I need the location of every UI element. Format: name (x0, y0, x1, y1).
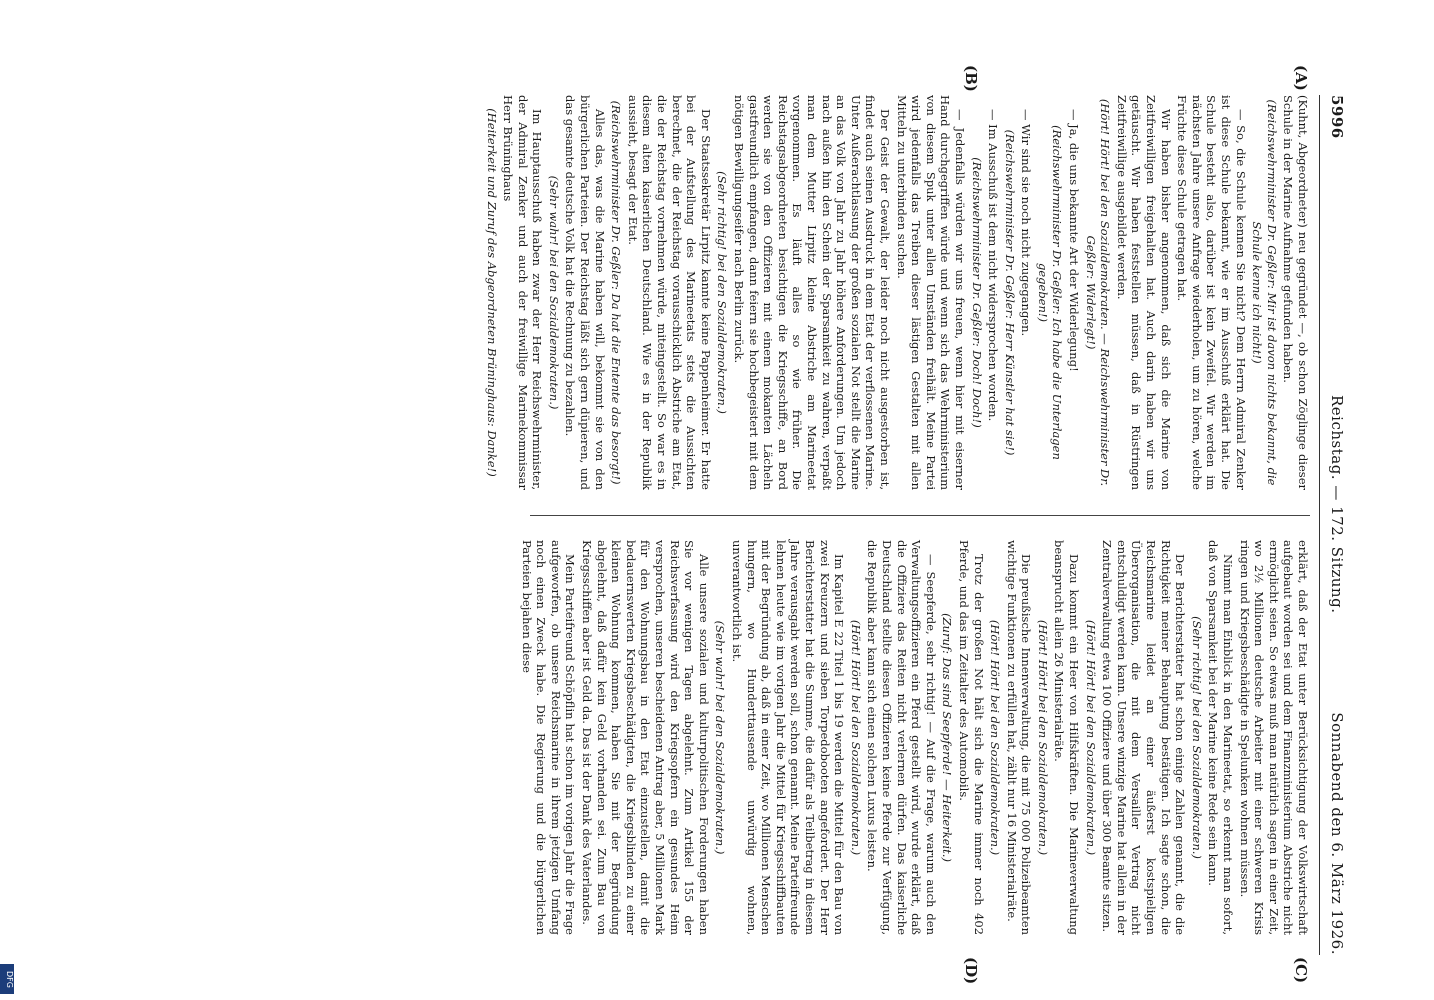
paragraph: Nimmt man Einblick in den Marineetat, so erkennt man sofort, daß von Sparsamkeit bei der Marine keine Rede sein kann. (1206, 540, 1236, 935)
paragraph: — So, die Schule kennen Sie nicht? Dem Herrn Admiral Zenker ist diese Schule bekannt, wie er im Ausschuß erklärt hat. Die Schule besteht also, darüber ist kein Zweifel. Wir werden im nächsten Jahre unsere Anfrage wiederholen, um zu hören, welche Früchte diese Schule getragen hat. (1175, 95, 1248, 490)
interjection: (Hört! Hört! bei den Sozialdemokraten.) (988, 619, 1003, 856)
interjection: (Sehr wahr! bei den Sozialdemokraten.) (546, 175, 561, 410)
paragraph: Im Kapitel E 22 Titel 1 bis 19 werden die Mittel für den Bau von zwei Kreuzern und sieben Torpedobooten angefordert. Der Herr Berichterstatter hat die Summe, die dafür als Teilbetrag in diesem Jahre verausgabt werden soll, schon genannt. Meine Parteifreunde lehnen heute wie im vorigen Jahr die Mittel für Kriegsschiffbauten mit der Begründung ab, daß in einer Zeit, wo Millionen Menschen hungern, wo Hunderttausende unwürdig wohnen, unverantwortlich ist. (730, 540, 847, 935)
interjection: (Heiterkeit und Zuruf des Abgeordneten Brüninghaus: Danke!) (484, 108, 499, 477)
interjection: (Sehr richtig! bei den Sozialdemokraten.) (715, 171, 730, 414)
paragraph: erklärt, daß der Etat unter Berücksichtigung der Volkswirtschaft aufgebaut worden sei und dem Finanzministerium Abstriche nicht ermöglicht seien. So etwas muß man natürlich sagen in einer Zeit, wo 2½ Millionen deutsche Arbeiter mit einer schweren Krisis ringen und Kriegsbeschädigte in Spelunken wohnen müssen. (1237, 540, 1310, 935)
paragraph: Im Hauptausschuß haben zwar der Herr Reichswehrminister, der Admiral Zenker und auch der freiwillige Marinekommissar Herr Brüninghaus (501, 95, 545, 490)
paragraph: — Wir sind sie noch nicht zugegangen. (1019, 109, 1034, 337)
right-column (517, 540, 1310, 935)
paragraph: Dazu kommt ein Heer von Hilfskräften. Die Marineverwaltung beansprucht allein 26 Ministerialräte. (1052, 540, 1082, 935)
paragraph: — Ja, die uns bekannte Art der Widerlegung! (1067, 109, 1082, 372)
margin-letter-d: (D) (962, 957, 980, 985)
interjection: (Sehr wahr! bei den Sozialdemokraten.) (713, 620, 728, 855)
header-rule (1319, 95, 1320, 955)
paragraph: Alles das, was die Marine haben will, bekommt sie von den bürgerlichen Parteien. Der Reichstag läßt sich gern düpieren, und das gesamte deutsche Volk hat die Rechnung zu bezahlen. (563, 95, 607, 490)
paragraph: Der Geist der Gewalt, der leider noch nicht ausgestorben ist, findet auch seinen Ausdruck in dem Etat der verflossenen Marine. Unter Außerachtlassung der großen sozialen Not stellt die Marine an das Volk von Jahr zu Jahr höhere Anforderungen. Um jedoch nach außen hin den Schein der Sparsamkeit zu wahren, verpaßt man dem Mutter Lirpitz kleine Abstriche am Marineetat vorgenommen. Es läuft alles so wie früher. Die Reichstagsabgeordneten besichtigen die Kriegsschiffe, an Bord werden sie von den Offizieren mit einem mokanten Lächeln gastfreundlich empfangen, dann feiern sie hochbegeistert mit dem nötigen Bewilligungseifer nach Berlin zurück. (732, 95, 892, 490)
page-number: 5996 (1328, 95, 1346, 139)
interjection: (Hört! Hört! bei den Sozialdemokraten. — Reichswehrminister Dr. Geßler: Widerlegt!) (1083, 98, 1113, 487)
interjection: (Hört! Hört! bei den Sozialdemokraten.) (1083, 619, 1098, 856)
margin-letter-b: (B) (962, 65, 980, 92)
paragraph: Trotz der großen Not hält sich die Marine immer noch 402 Pferde, und das im Zeitalter des Automobils. (956, 540, 986, 935)
left-column (482, 95, 1310, 490)
interjection: (Reichswehrminister Dr. Geßler: Da hat die Entente das besorgt!) (609, 100, 624, 485)
paragraph: Der Berichterstatter hat schon einige Zahlen genannt, die die Richtigkeit meiner Behauptung bestätigen. Ich sagte schon, die Reichsmarine leidet an einer äußerst kostspieligen Überorganisation, die mit dem Versailler Vertrag nicht entschuldigt werden kann. Unsere winzige Marine hat allein in der Zentralverwaltung etwa 100 Offiziere und über 300 Beamte sitzen. (1100, 540, 1188, 935)
paragraph: — Jedenfalls würden wir uns freuen, wenn hier mit eiserner Hand durchgegriffen würde und wenn sich das Wehrministerium von diesem Spuk unter allen Umständen freihält. Meine Partei wird jedenfalls das Treiben dieser lästigen Gestalten mit allen Mitteln zu unterbinden suchen. (894, 95, 967, 490)
paragraph: Wir haben bisher angenommen, daß sich die Marine von Zeitfreiwilligen freigehalten hat. Auch darin haben wir uns getäuscht. Wir haben feststellen müssen, daß in Rüstringen Zeitfreiwillige ausgebildet werden. (1114, 95, 1173, 490)
interjection: (Reichswehrminister Dr. Geßler: Mir ist davon nichts bekannt, die Schule kenne ich nicht!) (1250, 99, 1279, 486)
paragraph: Mein Parteifreund Schöpflin hat schon im vorigen Jahr die Frage aufgeworfen, ob unsere Reichsmarine in ihrem jetzigen Umfang noch einen Zweck habe. Die Regierung und die bürgerlichen Parteien bejahen diese (519, 540, 578, 935)
interjection: (Hört! Hört! bei den Sozialdemokraten.) (1035, 619, 1050, 856)
paragraph: (Kuhnt, Abgeordneter) neu gegründet —, ob schon Zöglinge dieser Schule in der Marine Aufnahme gefunden haben. (1281, 95, 1310, 490)
interjection: (Reichswehrminister Dr. Geßler: Herr Künstler hat sie!) (1002, 129, 1017, 456)
interjection: (Reichswehrminister Dr. Geßler: Ich habe die Unterlagen gegeben!) (1035, 125, 1065, 460)
page-header (1320, 95, 1350, 955)
paragraph: — Seepferde, sehr richtig! — Auf die Frage, warum auch den Verwaltungsoffizieren ein Pferd gestellt wird, wurde erklärt, daß die Offiziere das Reiten nicht verlernen dürfen. Das kaiserliche Deutschland stellte diesen Offizieren keine Pferde zur Verfügung, die Republik aber kann sich einen solchen Luxus leisten. (865, 540, 938, 935)
interjection: (Sehr richtig! bei den Sozialdemokraten.) (1189, 616, 1204, 859)
interjection: (Hört! Hört! bei den Sozialdemokraten.) (848, 619, 863, 856)
interjection: (Reichswehrminister Dr. Geßler: Doch! Doch!) (969, 157, 984, 428)
column-divider (530, 515, 1310, 516)
rotated-scan-frame (110, 65, 1350, 985)
interjection: (Zuruf: Das sind Seepferde! — Heiterkeit.) (940, 613, 955, 862)
paragraph: Die preußische Innenverwaltung, die mit 75 000 Polizeibeamten wichtige Funktionen zu erfüllen hat, zählt nur 16 Ministerialräte. (1004, 540, 1034, 935)
session-title: Reichstag. — 172. Sitzung. (1328, 395, 1346, 614)
paragraph: Alle unsere sozialen und kulturpolitischen Forderungen haben Sie vor wenigen Tagen abgelehnt. Zum Artikel 155 der Reichsverfassung wird den Kriegsopfern ein gesundes Heim versprochen, unseren bescheidenen Antrag aber, 5 Millionen Mark für den Wohnungsbau in den Etat einzustellen, damit die bedauernswerten Kriegsbeschädigten, die Kriegsblinden zu einer kleinen Wohnung kommen, haben Sie mit der Begründung abgelehnt, daß dafür kein Geld vorhanden sei. Zum Bau von Kriegsschiffen aber ist Geld da. Das ist der Dank des Vaterlandes. (580, 540, 711, 935)
dfg-logo: DFG (0, 964, 14, 994)
paragraph: Der Staatssekretär Lirpitz kannte keine Pappenheimer. Er hatte bei der Aufstellung des Marineetats stets die Aussichten berechnet, die der Reichstag vorausschicklich Abstriche am Etat, die der Reichstag vornehmen würde, miteingestellt. So war es in diesem alten kaiserlichen Deutschland. Wie es in der Republik aussieht, besagt der Etat. (625, 95, 713, 490)
paragraph: — Im Ausschuß ist dem nicht widersprochen worden. (986, 109, 1001, 422)
margin-letter-c: (C) (1292, 957, 1310, 984)
session-date: Sonnabend den 6. März 1926. (1328, 712, 1346, 955)
margin-letter-a: (A) (1292, 65, 1310, 91)
